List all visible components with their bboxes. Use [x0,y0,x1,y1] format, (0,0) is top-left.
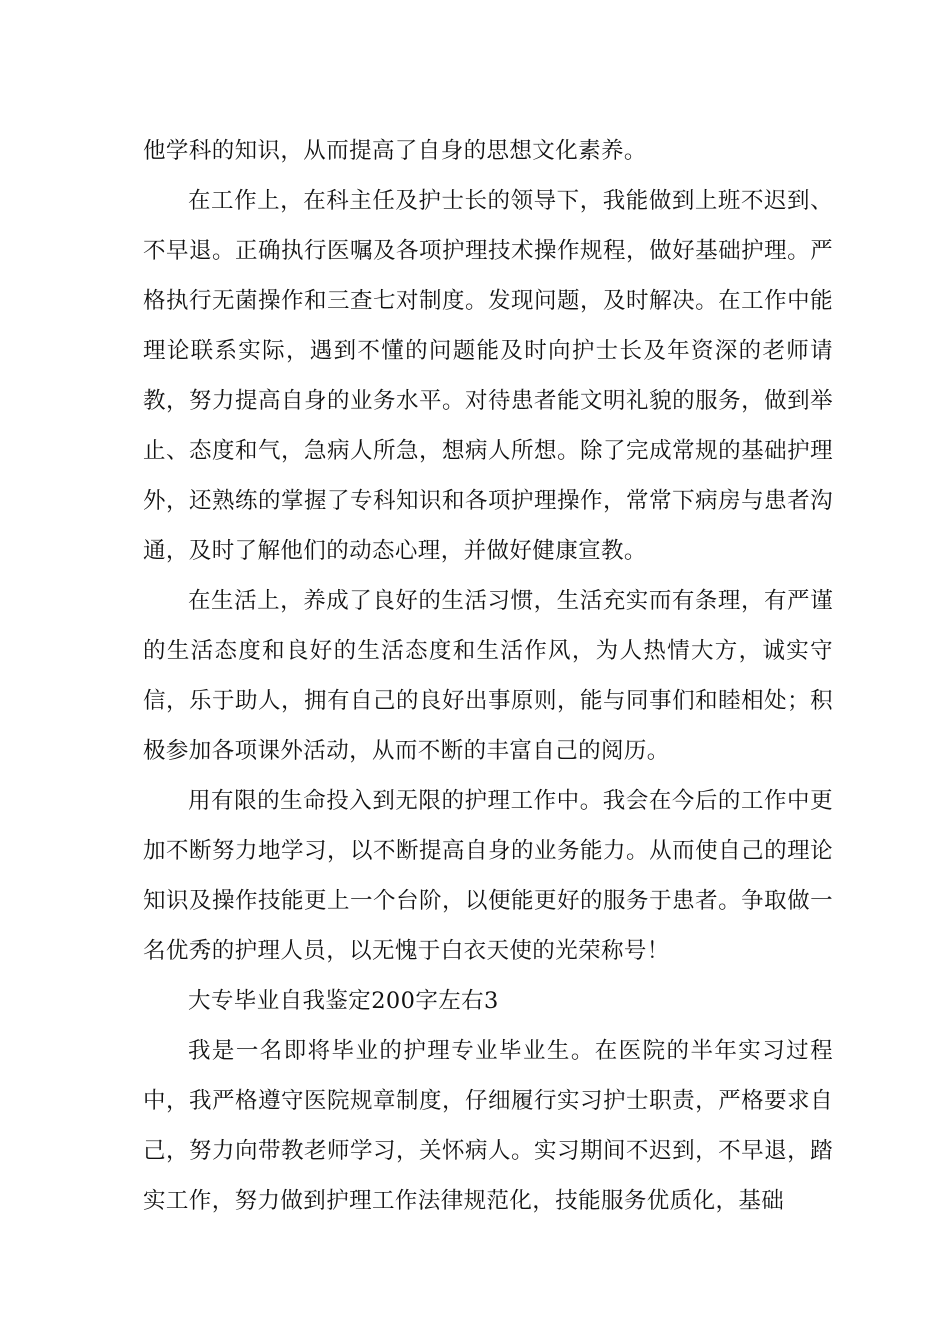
paragraph-work: 在工作上，在科主任及护士长的领导下，我能做到上班不迟到、不早退。正确执行医嘱及各项护理技术操作规程，做好基础护理。严格执行无菌操作和三查七对制度。发现问题，及时解决。在工作中能理论联系实际，遇到不懂的问题能及时向护士长及年资深的老师请教，努力提高自身的业务水平。对待患者能文明礼貌的服务，做到举止、态度和气，急病人所急，想病人所想。除了完成常规的基础护理外，还熟练的掌握了专科知识和各项护理操作，常常下病房与患者沟通，及时了解他们的动态心理，并做好健康宣教。 [143,188,833,564]
paragraph-conclusion: 用有限的生命投入到无限的护理工作中。我会在今后的工作中更加不断努力地学习，以不断提高自身的业务能力。从而使自己的理论知识及操作技能更上一个台阶，以便能更好的服务于患者。争取做一名优秀的护理人员，以无愧于白衣天使的光荣称号！ [143,788,833,964]
document-body [143,126,833,1226]
paragraph-life: 在生活上，养成了良好的生活习惯，生活充实而有条理，有严谨的生活态度和良好的生活态度和生活作风，为人热情大方，诚实守信，乐于助人，拥有自己的良好出事原则，能与同事们和睦相处；积极参加各项课外活动，从而不断的丰富自己的阅历。 [143,588,833,764]
section-heading: 大专毕业自我鉴定200字左右3 [188,988,499,1014]
paragraph-continuation: 他学科的知识，从而提高了自身的思想文化素养。 [143,138,647,164]
paragraph-internship: 我是一名即将毕业的护理专业毕业生。在医院的半年实习过程中，我严格遵守医院规章制度，仔细履行实习护士职责，严格要求自己，努力向带教老师学习，关怀病人。实习期间不迟到，不早退，踏实工作，努力做到护理工作法律规范化，技能服务优质化，基础 [143,1038,833,1214]
